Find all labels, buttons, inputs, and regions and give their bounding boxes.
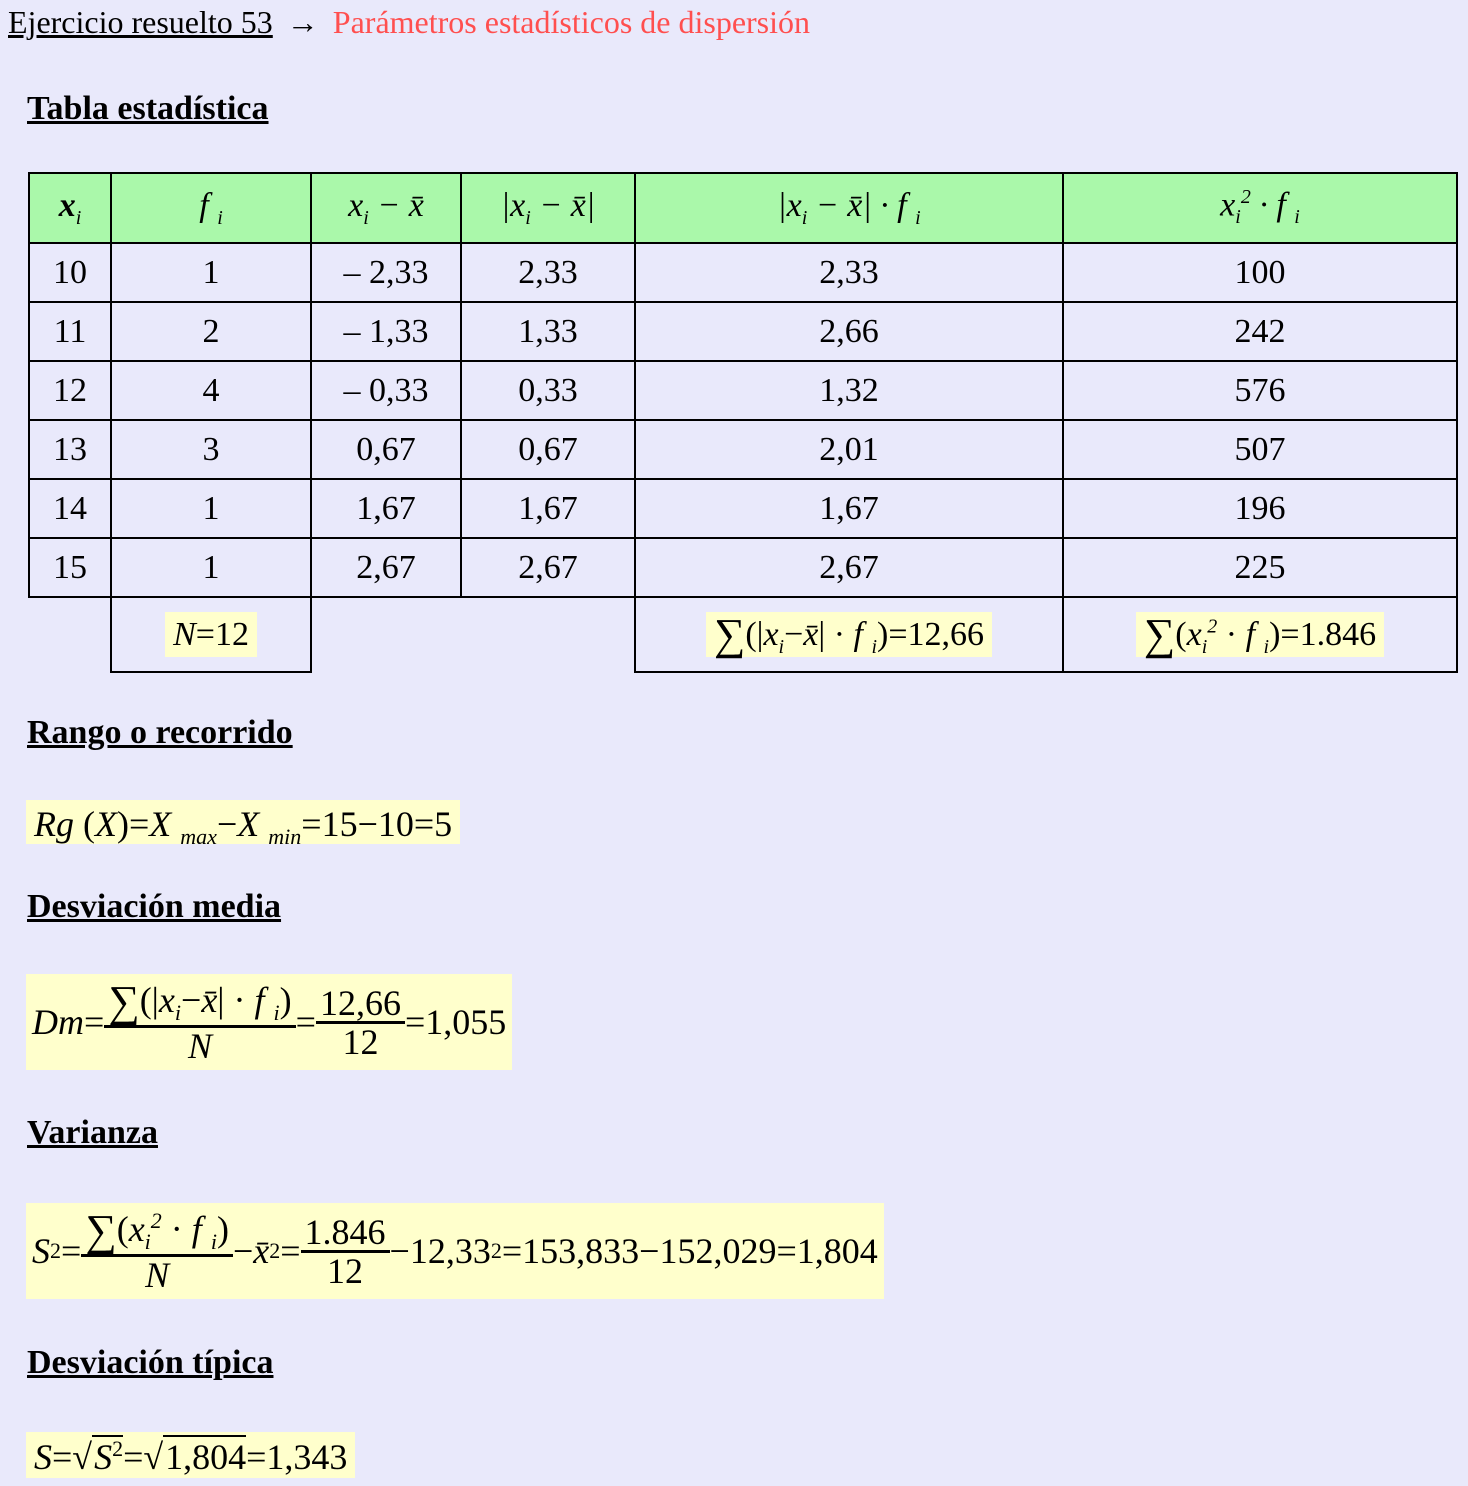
- fraction-dm-values: $\frac{12,66}{12}$: [316, 985, 405, 1060]
- table-cell: 1,32: [635, 361, 1063, 420]
- table-cell: 0,67: [311, 420, 461, 479]
- table-cell: – 0,33: [311, 361, 461, 420]
- formula-desviacion-media: Dm = $\frac{\sum(|x_i-x̄| \cdot f _i)}{N}$ = $\frac{12,66}{12}$ =1,055: [26, 974, 512, 1070]
- fraction-dm-symbolic: $\frac{\sum(|x_i-x̄| \cdot f _i)}{N}$: [104, 980, 295, 1063]
- table-cell: 4: [111, 361, 311, 420]
- heading-varianza: Varianza: [27, 1114, 158, 1151]
- table-cell: 2,67: [635, 538, 1063, 597]
- table-cell: 100: [1063, 243, 1457, 302]
- table-header-row: [29, 173, 1457, 243]
- sum-square: $\sum(x_i^2 \cdot f$ $_i$)=1.846: [1136, 612, 1384, 657]
- heading-tabla: Tabla estadística: [27, 90, 269, 127]
- breadcrumb-current: Parámetros estadísticos de dispersión: [332, 4, 811, 40]
- table-cell: 0,33: [461, 361, 635, 420]
- header-square-times-f: $x_i^2 \cdot f$ $_i$: [1063, 173, 1457, 243]
- breadcrumb-arrow-icon: →: [286, 4, 319, 40]
- breadcrumb: [8, 4, 810, 41]
- table-cell: 242: [1063, 302, 1457, 361]
- empty-cell: [311, 597, 461, 672]
- table-row: [29, 538, 1457, 597]
- table-cell: 1,67: [311, 479, 461, 538]
- fraction-var-values: $\frac{1.846}{12}$: [301, 1214, 390, 1289]
- table-cell: 14: [29, 479, 111, 538]
- heading-rango: Rango o recorrido: [27, 714, 293, 751]
- header-fi: f $_i$: [111, 173, 311, 243]
- table-cell: 13: [29, 420, 111, 479]
- heading-desviacion-media: Desviación media: [27, 888, 282, 925]
- formula-desviacion-tipica: $S=√S^2=√1,804=1,343$: [26, 1432, 355, 1478]
- table-cell: 1: [111, 243, 311, 302]
- table-cell: 10: [29, 243, 111, 302]
- table-cell: 12: [29, 361, 111, 420]
- total-n: N=12: [165, 612, 257, 657]
- statistics-table: [28, 172, 1458, 673]
- breadcrumb-link-exercise[interactable]: Ejercicio resuelto 53: [8, 4, 273, 40]
- table-row: [29, 420, 1457, 479]
- table-cell: 576: [1063, 361, 1457, 420]
- formula-rango: Rg (X)=X $_{max}$−X $_{min}$=15−10=5: [26, 800, 460, 844]
- empty-cell: [29, 597, 111, 672]
- table-cell: 0,67: [461, 420, 635, 479]
- table-cell: 1,67: [635, 479, 1063, 538]
- table-cell: 196: [1063, 479, 1457, 538]
- header-xi: $x_i$: [29, 173, 111, 243]
- total-abs-deviation-cell: [635, 597, 1063, 672]
- table-cell: – 1,33: [311, 302, 461, 361]
- table-cell: 1,33: [461, 302, 635, 361]
- total-square-cell: [1063, 597, 1457, 672]
- header-abs-deviation-times-f: $|x_i$ − x̄| · f $_i$: [635, 173, 1063, 243]
- header-abs-deviation: $|x_i$ − x̄|: [461, 173, 635, 243]
- table-cell: 2,01: [635, 420, 1063, 479]
- formula-varianza: S 2 = $\frac{\sum(x_i^2 \cdot f _i)}{N}$ − x̄ 2 = $\frac{1.846}{12}$ − 12,33 2 =153,833−152,029=1,804: [26, 1203, 884, 1299]
- table-cell: 2,33: [461, 243, 635, 302]
- fraction-var-symbolic: $\frac{\sum(x_i^2 \cdot f _i)}{N}$: [81, 1209, 233, 1292]
- table-cell: 2,66: [635, 302, 1063, 361]
- heading-desviacion-tipica: Desviación típica: [27, 1344, 274, 1381]
- table-cell: 507: [1063, 420, 1457, 479]
- table-cell: 3: [111, 420, 311, 479]
- table-cell: 1: [111, 479, 311, 538]
- table-cell: 2,67: [461, 538, 635, 597]
- sum-abs-deviation: $\sum(|x_i-x̄| \cdot f$ $_i$)=12,66: [706, 612, 992, 657]
- table-row: [29, 302, 1457, 361]
- table-cell: – 2,33: [311, 243, 461, 302]
- table-cell: 11: [29, 302, 111, 361]
- table-cell: 2: [111, 302, 311, 361]
- table-cell: 225: [1063, 538, 1457, 597]
- total-n-cell: [111, 597, 311, 672]
- table-row: [29, 243, 1457, 302]
- empty-cell: [461, 597, 635, 672]
- header-deviation: $x_i$ − x̄: [311, 173, 461, 243]
- table-cell: 1,67: [461, 479, 635, 538]
- table-row: [29, 361, 1457, 420]
- table-cell: 15: [29, 538, 111, 597]
- table-totals-row: [29, 597, 1457, 672]
- table-cell: 1: [111, 538, 311, 597]
- table-cell: 2,33: [635, 243, 1063, 302]
- table-row: [29, 479, 1457, 538]
- table-cell: 2,67: [311, 538, 461, 597]
